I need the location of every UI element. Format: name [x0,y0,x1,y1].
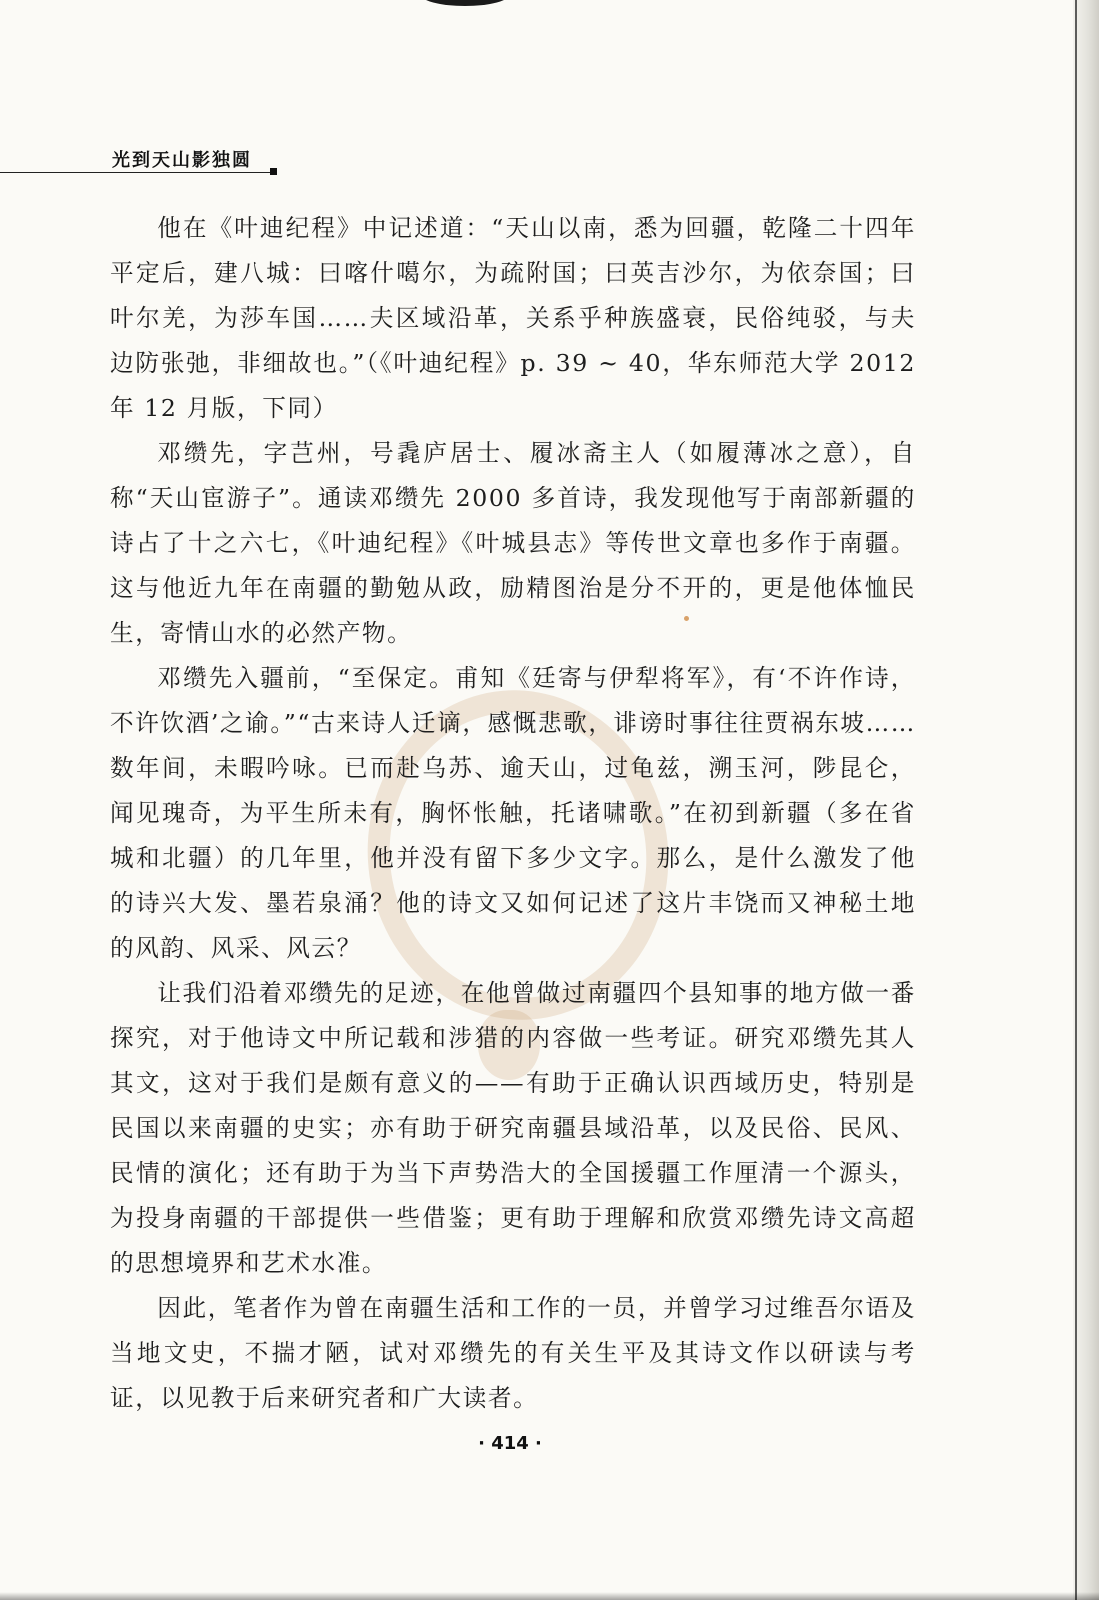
header-rule [0,172,276,173]
running-header-title: 光到天山影独圆 [112,150,252,171]
paper-edge-line [1075,0,1077,1600]
running-header [0,146,282,176]
paragraph: 让我们沿着邓缵先的足迹，在他曾做过南疆四个县知事的地方做一番探究，对于他诗文中所记载和涉猎的内容做一些考证。研究邓缵先其人其文，这对于我们是颇有意义的——有助于正确认识西域历史，特别是民国以来南疆的史实；亦有助于研究南疆县域沿革，以及民俗、民风、民情的演化；还有助于为当下声势浩大的全国援疆工作厘清一个源头，为投身南疆的干部提供一些借鉴；更有助于理解和欣赏邓缵先诗文高超的思想境界和艺术水准。 [110,979,916,1277]
paragraph: 因此，笔者作为曾在南疆生活和工作的一员，并曾学习过维吾尔语及当地文史，不揣才陋，试对邓缵先的有关生平及其诗文作以研读与考证，以见教于后来研究者和广大读者。 [110,1294,916,1412]
scan-shadow [0,1592,1099,1600]
body-text [110,206,916,1421]
paragraph: 他在《叶迪纪程》中记述道：“天山以南，悉为回疆，乾隆二十四年平定后，建八城：曰喀什噶尔，为疏附国；曰英吉沙尔，为依奈国；曰叶尔羌，为莎车国……夫区域沿革，关系乎种族盛衰，民俗纯驳，与夫边防张弛，非细故也。”（《叶迪纪程》p. 39 ~ 40，华东师范大学 2012 年 12 月版，下同） [110,214,916,422]
paragraph: 邓缵先，字芑州，号毳庐居士、履冰斋主人（如履薄冰之意），自称“天山宦游子”。通读邓缵先 2000 多首诗，我发现他写于南部新疆的诗占了十之六七，《叶迪纪程》《叶城县志》等传世文章也多作于南疆。这与他近九年在南疆的勤勉从政，励精图治是分不开的，更是他体恤民生，寄情山水的必然产物。 [110,439,916,647]
page-number: · 414 · [478,1433,542,1454]
paragraph: 邓缵先入疆前，“至保定。甫知《廷寄与伊犁将军》，有‘不许作诗，不许饮酒’之谕。”“古来诗人迁谪，感慨悲歌，诽谤时事往往贾祸东坡……数年间，未暇吟咏。已而赴乌苏、逾天山，过龟兹，溯玉河，陟昆仑，闻见瑰奇，为平生所未有，胸怀怅触，托诸啸歌。”在初到新疆（多在省城和北疆）的几年里，他并没有留下多少文字。那么，是什么激发了他的诗兴大发、墨若泉涌？他的诗文又如何记述了这片丰饶而又神秘土地的风韵、风采、风云？ [110,664,916,962]
ink-blot [420,0,510,6]
header-square-marker [270,168,277,175]
